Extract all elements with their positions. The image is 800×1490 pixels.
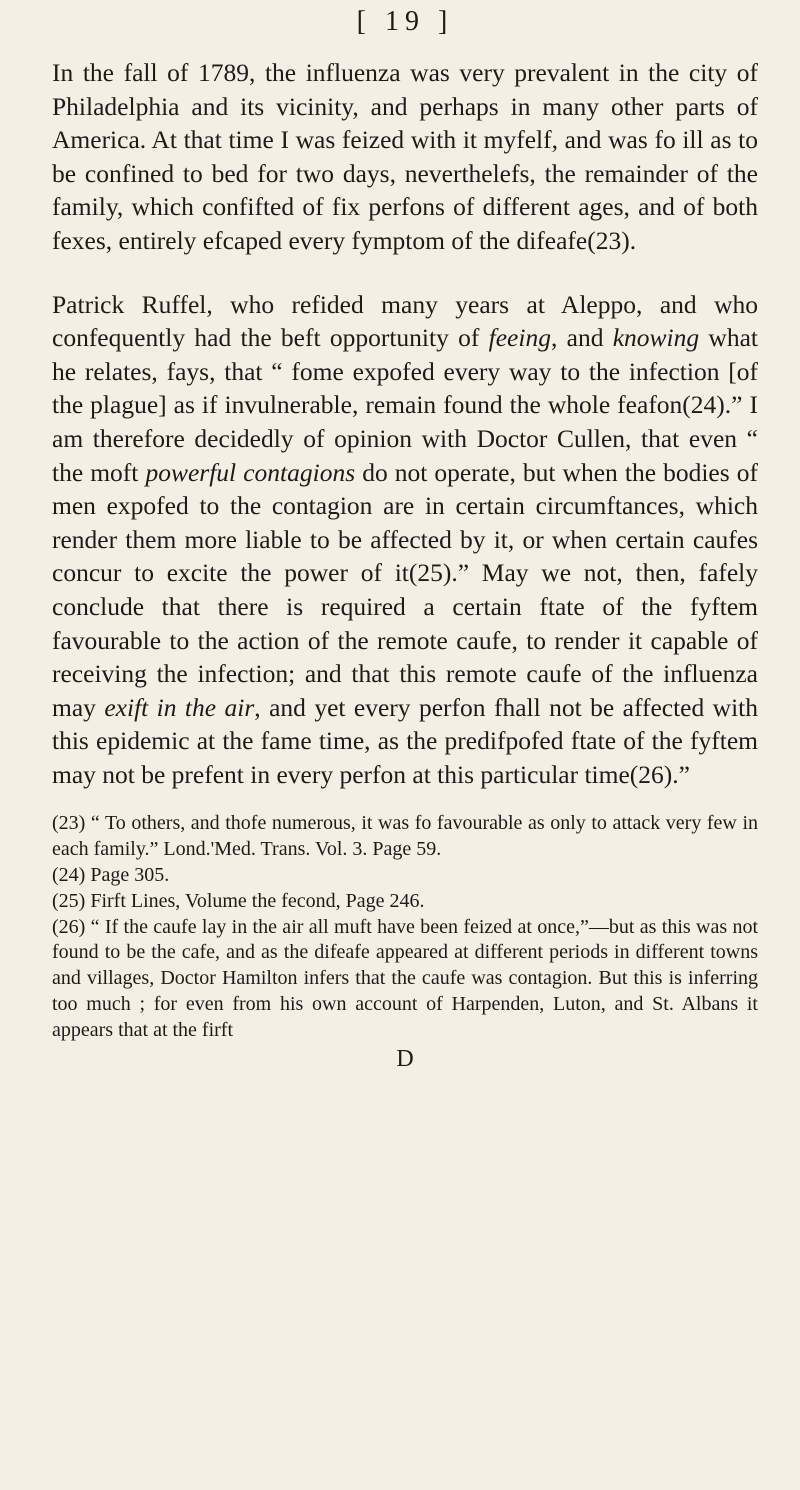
text-segment: , and [550, 323, 613, 353]
footnote-26: (26) “ If the caufe lay in the air all muft have been feized at once,”—but as this was not found to be the cafe, and as the difeafe appeared at different periods in different towns and villages, Doctor Hamilton infers that the caufe was contagion. But this is inferring too much ; for even from his own account of Harpenden, Luton, and St. Albans it appears that at the firft [52, 915, 758, 1041]
text-segment: In the fall of 1789, the influenza was very prevalent in the city of Philadelphia and its vicinity, and perhaps in many other parts of America. At that time I was feized with it myfelf, and was fo ill as to be confined to bed for two days, neverthelefs, the remainder of the family, which confifted of fix perfons of different ages, and of both fexes, entirely efcaped every fymptom of the difeafe(23). [52, 58, 758, 255]
text-segment: Patrick Ruffel, who refided many years at Aleppo, and who confequently had the beft opportunity of [52, 289, 758, 353]
italic-segment: powerful contagions [145, 457, 356, 487]
text-segment: do not operate, but when the bodies of men expofed to the contagion are in certain circumftances, which render them more liable to be affected by it, or when certain caufes concur to excite the power of it(25).” May we not, then, fafely conclude that there is required a certain ftate of the fyftem favourable to the action of the remote caufe, to render it capable of receiving the infection; and that this remote caufe of the influenza may [52, 457, 758, 722]
italic-segment: knowing [612, 323, 700, 353]
footnote-24: (24) Page 305. [52, 864, 170, 887]
paragraph-1 [52, 56, 758, 258]
signature-mark: D [396, 1045, 414, 1072]
footnote-23: (23) “ To others, and thofe numerous, it was fo favourable as only to attack very few in each family.” Lond.'Med. Trans. Vol. 3. Page 59. [52, 812, 758, 861]
footnote-25: (25) Firft Lines, Volume the fecond, Page 246. [52, 889, 425, 912]
footnotes [52, 811, 758, 1043]
text-segment: , and yet every perfon fhall not be affected with this epidemic at the fame time, as the predifpofed ftate of the fyftem may not be prefent in every perfon at this particular time(26).” [52, 692, 759, 789]
text-segment: what he relates, fays, that “ fome expofed every way to the infection [of the plague] as if invulnerable, remain found the whole feafon(24).” I am therefore decidedly of opinion with Doctor Cullen, that even “ the moft [52, 323, 759, 487]
body-text [52, 56, 758, 791]
italic-segment: feeing [488, 323, 551, 353]
italic-segment: exift in the air [104, 692, 255, 722]
page-number: [ 19 ] [356, 6, 454, 37]
paragraph-2 [52, 288, 758, 792]
